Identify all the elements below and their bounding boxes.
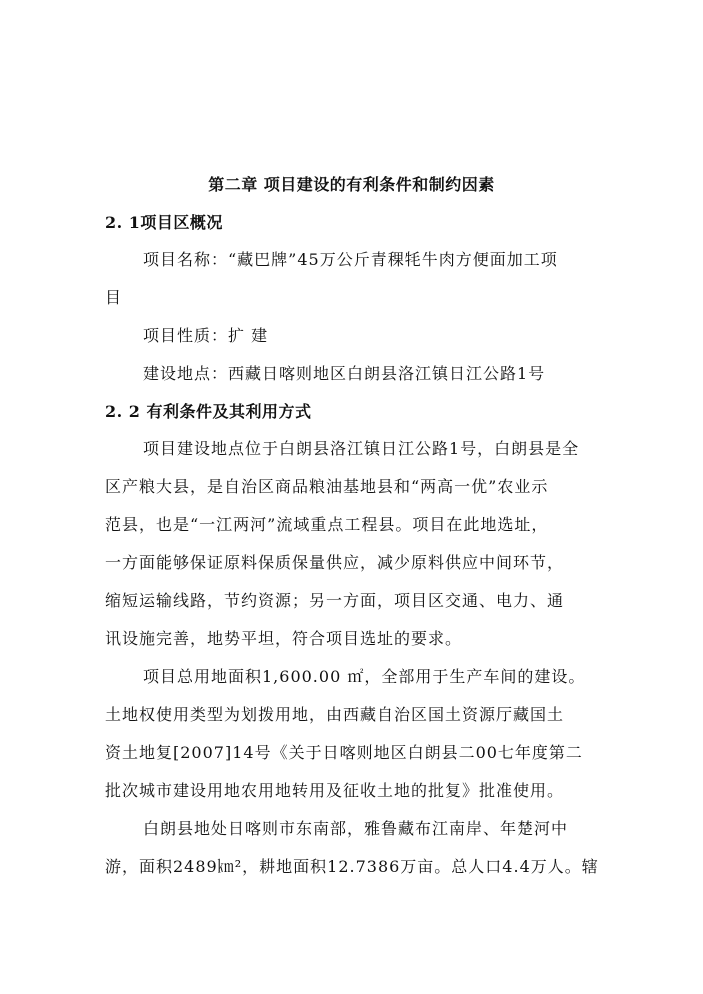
section-heading-2-2: 2. 2 有利条件及其利用方式 <box>105 402 312 421</box>
paragraph-1-line: 讯设施完善，地势平坦，符合项目选址的要求。 <box>105 629 463 648</box>
paragraph-1-line: 缩短运输线路，节约资源；另一方面，项目区交通、电力、通 <box>105 591 565 610</box>
paragraph-2-line: 项目总用地面积1,600.00 ㎡，全部用于生产车间的建设。 <box>143 667 586 686</box>
paragraph-1-line: 区产粮大县，是自治区商品粮油基地县和“两高一优”农业示 <box>105 477 549 496</box>
paragraph-2-line: 批次城市建设用地农用地转用及征收土地的批复》批准使用。 <box>105 781 565 800</box>
chapter-title: 第二章 项目建设的有利条件和制约因素 <box>208 175 495 194</box>
section-heading-2-1: 2. 1项目区概况 <box>105 213 223 232</box>
paragraph-1-line: 项目建设地点位于白朗县洛江镇日江公路1号，白朗县是全 <box>143 439 580 458</box>
paragraph-2-line: 土地权使用类型为划拨用地，由西藏自治区国土资源厅藏国土 <box>105 705 565 724</box>
paragraph-2-line: 资土地复[2007]14号《关于日喀则地区白朗县二00七年度第二 <box>105 743 583 762</box>
paragraph-3-line: 白朗县地处日喀则市东南部，雅鲁藏布江南岸、年楚河中 <box>143 819 569 838</box>
project-nature: 项目性质：扩 建 <box>143 326 269 345</box>
paragraph-1-line: 一方面能够保证原料保质保量供应，减少原料供应中间环节， <box>105 553 565 572</box>
project-location: 建设地点：西藏日喀则地区白朗县洛江镇日江公路1号 <box>143 364 546 383</box>
paragraph-1-line: 范县，也是“一江两河”流域重点工程县。项目在此地选址， <box>105 515 549 534</box>
project-name-line-2: 目 <box>105 288 123 307</box>
paragraph-3-line: 游，面积2489㎞²，耕地面积12.7386万亩。总人口4.4万人。辖 <box>105 857 599 876</box>
project-name-line-1: 项目名称：“藏巴牌”45万公斤青稞牦牛肉方便面加工项 <box>143 250 558 269</box>
